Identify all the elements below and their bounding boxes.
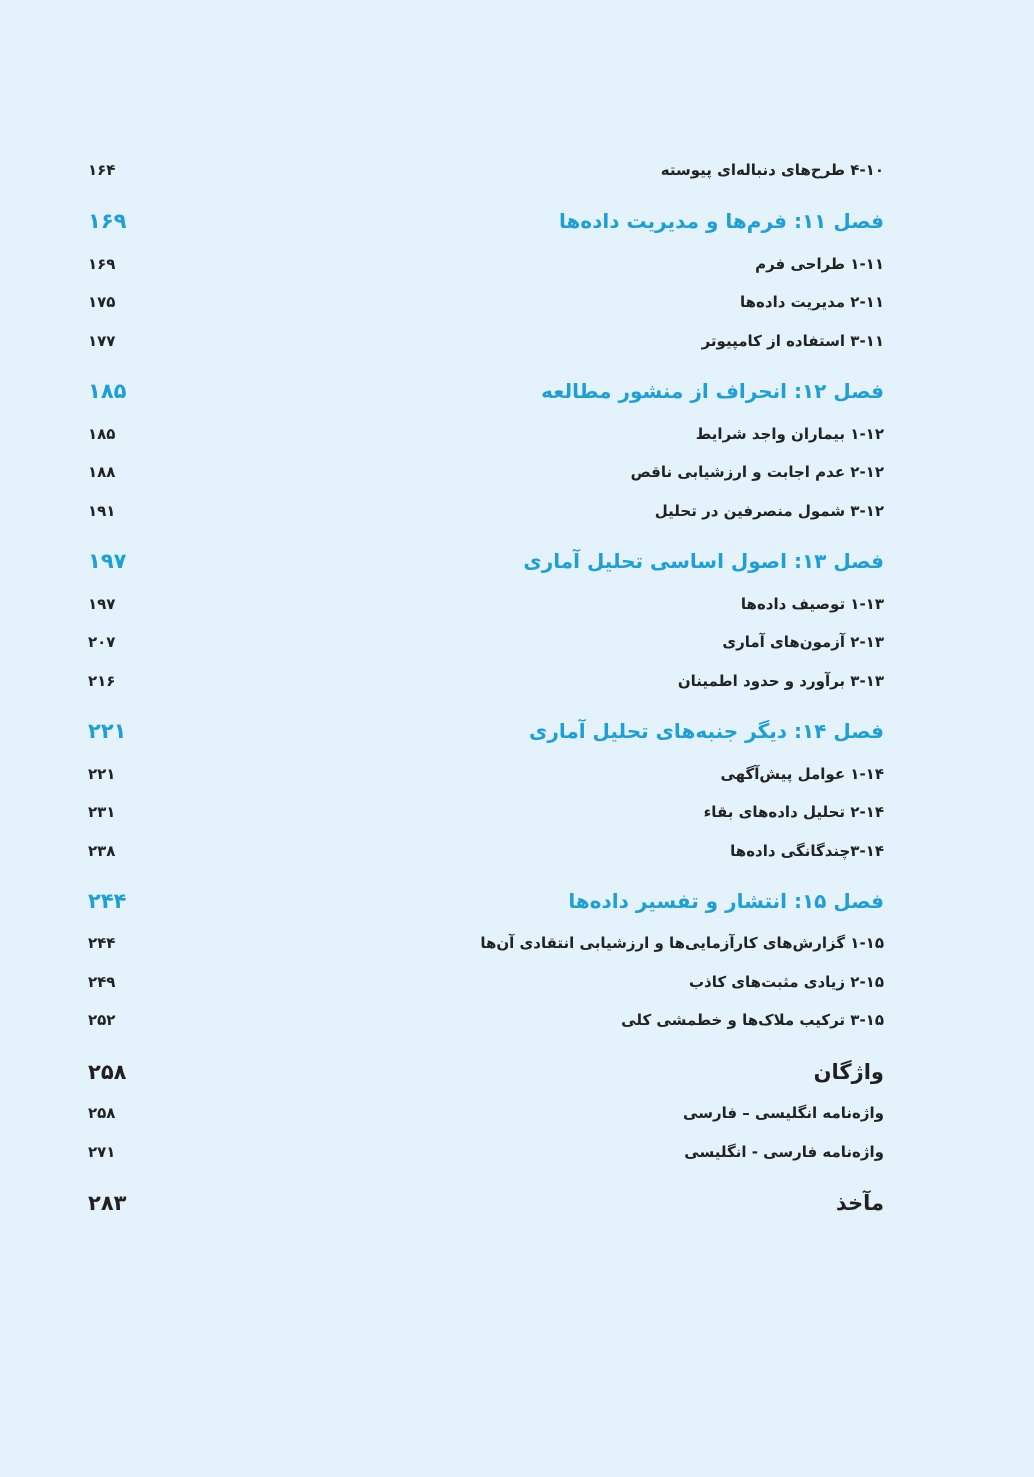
page-number: ۲۸۳ [88,1191,127,1215]
page-number: ۱۶۹ [88,209,127,233]
page-number: ۱۸۸ [88,463,116,481]
section-title: ۱-۱۲ بیماران واجد شرایط [695,425,884,443]
chapter-title: فصل ۱۴: دیگر جنبه‌های تحلیل آماری [528,719,884,743]
page-number: ۲۵۲ [88,1011,116,1029]
page-number: ۱۷۵ [88,293,116,311]
chapter-title: فصل ۱۱: فرم‌ها و مدیریت داده‌ها [558,209,884,233]
section-title: ۳-۱۴چندگانگی داده‌ها [730,842,884,860]
toc-entry-section [88,965,884,999]
section-title: ۳-۱۲ شمول منصرفین در تحلیل [654,502,884,520]
toc-entry-section [88,285,884,319]
toc-entry-section [88,1135,884,1169]
section-title: ۲-۱۳ آزمون‌های آماری [722,633,884,651]
chapter-title: فصل ۱۵: انتشار و تفسیر داده‌ها [568,889,884,913]
section-title: ۲-۱۵ زیادی مثبت‌های کاذب [688,973,884,991]
toc-entry-chapter [88,884,884,918]
page-number: ۲۴۹ [88,973,116,991]
page-number: ۲۳۱ [88,803,116,821]
page-number: ۲۴۴ [88,934,116,952]
toc-entry-section [88,455,884,489]
section-title: واژه‌نامه فارسی - انگلیسی [684,1143,884,1161]
section-title: ۲-۱۱ مدیریت داده‌ها [740,293,884,311]
page-number: ۱۹۷ [88,549,127,573]
toc-entry-section [88,1003,884,1037]
page-number: ۱۶۹ [88,255,116,273]
page-number: ۲۷۱ [88,1143,116,1161]
toc-entry-section [88,926,884,960]
major-heading: واژگان [813,1060,884,1084]
toc-entry-section [88,494,884,528]
section-title: ۴-۱۰ طرح‌های دنباله‌ای پیوسته [660,161,884,179]
section-title: ۲-۱۴ تحلیل داده‌های بقاء [703,803,884,821]
page-number: ۲۳۸ [88,842,116,860]
page-number: ۱۹۷ [88,595,116,613]
toc-entry-chapter [88,374,884,408]
section-title: ۱-۱۴ عوامل پیش‌آگهی [720,765,884,783]
toc-entry-section [88,834,884,868]
page-number: ۲۱۶ [88,672,116,690]
toc-entry-major [88,1186,884,1220]
section-title: ۳-۱۵ ترکیب ملاک‌ها و خطمشی کلی [621,1011,884,1029]
toc-entry-section [88,587,884,621]
toc-entry-section [88,247,884,281]
section-title: ۳-۱۱ استفاده از کامپیوتر [701,332,884,350]
page-number: ۱۸۵ [88,379,127,403]
toc-entry-section [88,153,884,187]
table-of-contents [88,0,884,1477]
page-number: ۱۹۱ [88,502,116,520]
section-title: ۱-۱۵ گزارش‌های کارآزمایی‌ها و ارزشیابی انتقادی آن‌ها [480,934,884,952]
toc-entry-chapter [88,204,884,238]
toc-entry-section [88,417,884,451]
toc-entry-section [88,795,884,829]
section-title: ۱-۱۳ توصیف داده‌ها [740,595,884,613]
toc-entry-chapter [88,714,884,748]
section-title: ۲-۱۲ عدم اجابت و ارزشیابی ناقص [630,463,884,481]
toc-entry-major [88,1055,884,1089]
page-number: ۲۵۸ [88,1060,127,1084]
toc-entry-section [88,1096,884,1130]
chapter-title: فصل ۱۳: اصول اساسی تحلیل آماری [523,549,884,573]
toc-entry-section [88,664,884,698]
chapter-title: فصل ۱۲: انحراف از منشور مطالعه [541,379,884,403]
page-number: ۲۵۸ [88,1104,116,1122]
toc-entry-chapter [88,544,884,578]
page-number: ۲۲۱ [88,719,127,743]
page-number: ۲۴۴ [88,889,127,913]
toc-entry-section [88,324,884,358]
page-number: ۱۸۵ [88,425,116,443]
section-title: ۱-۱۱ طراحی فرم [755,255,884,273]
toc-entry-section [88,757,884,791]
page-number: ۱۷۷ [88,332,116,350]
toc-entry-section [88,625,884,659]
page-number: ۲۰۷ [88,633,116,651]
major-heading: مآخذ [835,1191,884,1215]
section-title: واژه‌نامه انگلیسی – فارسی [683,1104,884,1122]
page-number: ۱۶۴ [88,161,116,179]
page-number: ۲۲۱ [88,765,116,783]
section-title: ۳-۱۳ برآورد و حدود اطمینان [677,672,884,690]
